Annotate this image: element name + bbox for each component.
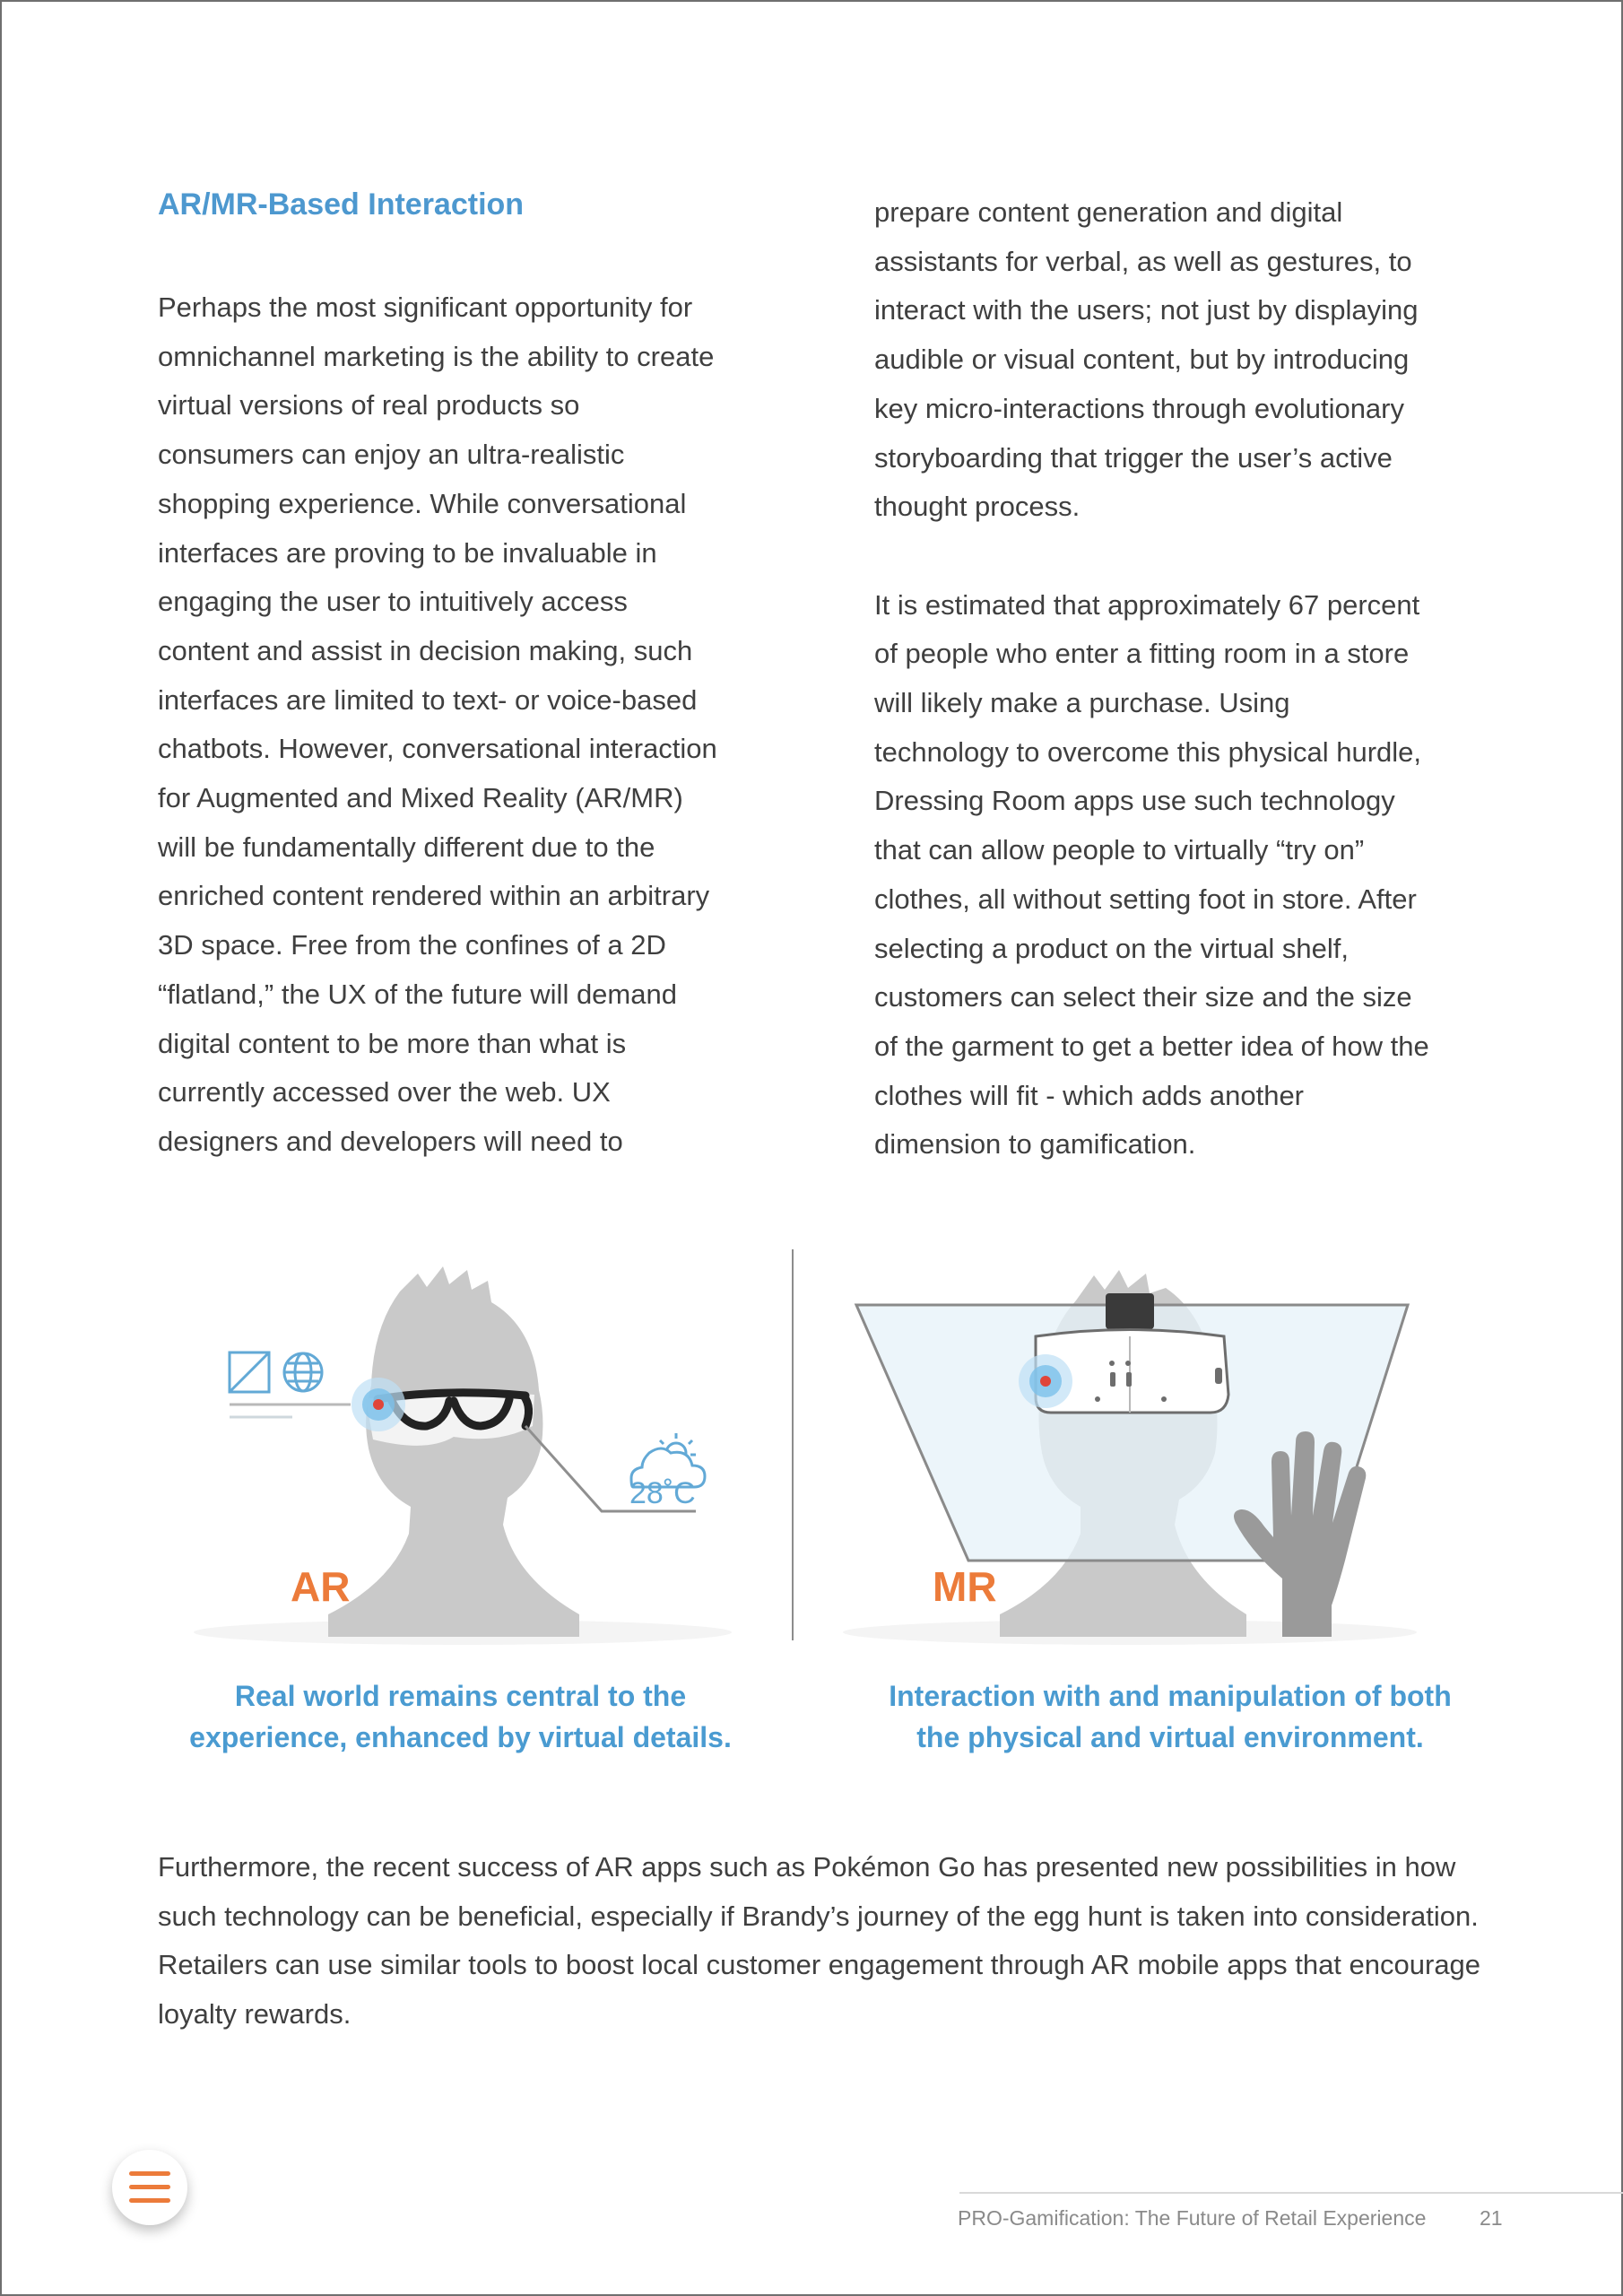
section-heading: AR/MR-Based Interaction [158, 187, 525, 222]
footer-title: PRO-Gamification: The Future of Retail Experience [958, 2206, 1427, 2230]
ar-head [328, 1266, 579, 1637]
ar-caption: Real world remains central to the experience, enhanced by virtual details. [189, 1680, 732, 1753]
page-number: 21 [1480, 2206, 1503, 2230]
temperature-label: 28˚C [629, 1476, 696, 1510]
figure-divider [792, 1249, 794, 1640]
globe-icon [284, 1353, 322, 1391]
left-column [158, 179, 785, 1167]
right-paragraph-1: prepare content generation and digital assistants for verbal, as well as gestures, to interact with the users; not just by displaying audible or visual content, but by introducing key micro-interactions through evolutionary storyboarding that trigger the user’s active thought process. [874, 196, 1419, 523]
frame-icon [230, 1352, 269, 1392]
bottom-paragraph: Furthermore, the recent success of AR apps such as Pokémon Go has presented new possibilities in how such technology can be beneficial, especially if Brandy’s journey of the egg hunt is taken into consideration. Retailers can use similar tools to boost local customer engagement through AR mobile apps that encourage loyalty rewards. [158, 1851, 1481, 2031]
ar-label: AR [291, 1563, 351, 1610]
mr-label: MR [933, 1563, 997, 1610]
footer-rule [959, 2192, 1623, 2194]
right-column [874, 188, 1493, 1170]
mr-illustration [807, 1238, 1453, 1650]
mr-caption: Interaction with and manipulation of both the physical and virtual environment. [889, 1680, 1452, 1753]
ar-illustration [158, 1238, 768, 1650]
right-paragraph-2: It is estimated that approximately 67 percent of people who enter a fitting room in a store will likely make a purchase. Using technology to overcome this physical hurdle, Dressing Room apps use such technology that can allow people to virtually “try on” clothes, all without setting foot in store. After selecting a product on the virtual shelf, customers can select their size and the size of the garment to get a better idea of how the clothes will fit - which adds another dimension to gamification. [874, 588, 1429, 1161]
left-paragraph: Perhaps the most significant opportunity for omnichannel marketing is the ability to create virtual versions of real products so consumers can enjoy an ultra-realistic shopping experience. While conversational interfaces are proving to be invaluable in engaging the user to intuitively access content and assist in decision making, such interfaces are limited to text- or voice-based chatbots. However, conversational interaction for Augmented and Mixed Reality (AR/MR) will be fundamentally different due to the enriched content rendered within an arbitrary 3D space. Free from the confines of a 2D “flatland,” the UX of the future will demand digital content to be more than what is currently accessed over the web. UX designers and developers will need to [158, 291, 717, 1157]
hamburger-menu-icon [129, 2171, 170, 2204]
menu-button[interactable] [112, 2150, 187, 2225]
